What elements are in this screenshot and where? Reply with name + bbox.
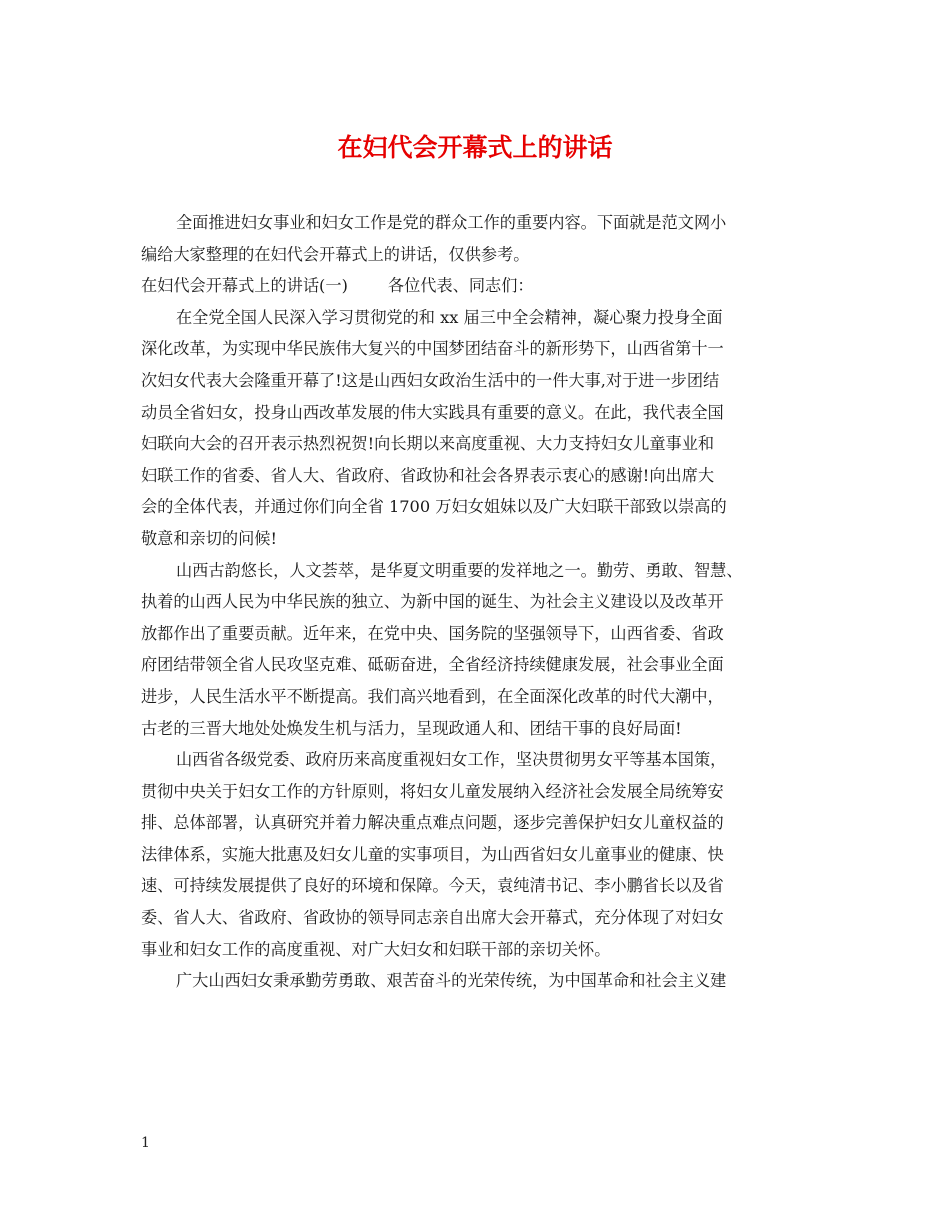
paragraph-line: 动员全省妇女，投身山西改革发展的伟大实践具有重要的意义。在此，我代表全国 (141, 402, 724, 422)
paragraph-line: 排、总体部署，认真研究并着力解决重点难点问题，逐步完善保护妇女儿童权益的 (141, 813, 724, 833)
paragraph-line: 事业和妇女工作的高度重视、对广大妇女和妇联干部的亲切关怀。 (141, 939, 611, 959)
paragraph-line: 广大山西妇女秉承勤劳勇敢、艰苦奋斗的光荣传统，为中国革命和社会主义建 (176, 971, 727, 991)
paragraph-line: 古老的三晋大地处处焕发生机与活力，呈现政通人和、团结干事的良好局面! (141, 718, 682, 738)
paragraph-line: 执着的山西人民为中华民族的独立、为新中国的诞生、为社会主义建设以及改革开 (141, 592, 724, 612)
salutation: 各位代表、同志们： (387, 276, 534, 296)
paragraph-line: 放都作出了重要贡献。近年来，在党中央、国务院的坚强领导下，山西省委、省政 (141, 623, 724, 643)
paragraph-line: 次妇女代表大会隆重开幕了!这是山西妇女政治生活中的一件大事,对于进一步团结 (141, 370, 720, 390)
paragraph-line: 编给大家整理的在妇代会开幕式上的讲话，仅供参考。 (141, 244, 530, 264)
paragraph-line: 在全党全国人民深入学习贯彻党的和 xx 届三中全会精神，凝心聚力投身全面 (176, 307, 723, 327)
paragraph-line: 妇联工作的省委、省人大、省政府、省政协和社会各界表示衷心的感谢!向出席大 (141, 465, 715, 485)
paragraph-line: 速、可持续发展提供了良好的环境和保障。今天，袁纯清书记、李小鹏省长以及省 (141, 876, 724, 896)
paragraph-line: 委、省人大、省政府、省政协的领导同志亲自出席大会开幕式，充分体现了对妇女 (141, 908, 724, 928)
paragraph-line: 深化改革，为实现中华民族伟大复兴的中国梦团结奋斗的新形势下，山西省第十一 (141, 339, 724, 359)
paragraph-line: 全面推进妇女事业和妇女工作是党的群众工作的重要内容。下面就是范文网小 (176, 213, 727, 232)
paragraph-line: 山西古韵悠长，人文荟萃，是华夏文明重要的发祥地之一。勤劳、勇敢、智慧、 (176, 560, 743, 580)
paragraph-line: 进步，人民生活水平不断提高。我们高兴地看到，在全面深化改革的时代大潮中， (141, 686, 724, 706)
section-heading: 在妇代会开幕式上的讲话(一) (141, 276, 348, 296)
paragraph-line: 敬意和亲切的问候! (141, 528, 278, 548)
section-heading-line (141, 270, 831, 302)
paragraph-line: 山西省各级党委、政府历来高度重视妇女工作，坚决贯彻男女平等基本国策， (176, 750, 727, 770)
document-title: 在妇代会开幕式上的讲话 (337, 133, 613, 162)
page-number: 1 (141, 1135, 150, 1151)
paragraph-line: 会的全体代表，并通过你们向全省 1700 万妇女姐妹以及广大妇联干部致以崇高的 (141, 497, 727, 517)
paragraph-line: 妇联向大会的召开表示热烈祝贺!向长期以来高度重视、大力支持妇女儿童事业和 (141, 434, 715, 454)
paragraph-line: 府团结带领全省人民攻坚克难、砥砺奋进，全省经济持续健康发展，社会事业全面 (141, 655, 724, 675)
paragraph-line: 法律体系，实施大批惠及妇女儿童的实事项目，为山西省妇女儿童事业的健康、快 (141, 844, 724, 864)
paragraph-line: 贯彻中央关于妇女工作的方针原则，将妇女儿童发展纳入经济社会发展全局统筹安 (141, 781, 724, 801)
document-body (141, 207, 831, 997)
